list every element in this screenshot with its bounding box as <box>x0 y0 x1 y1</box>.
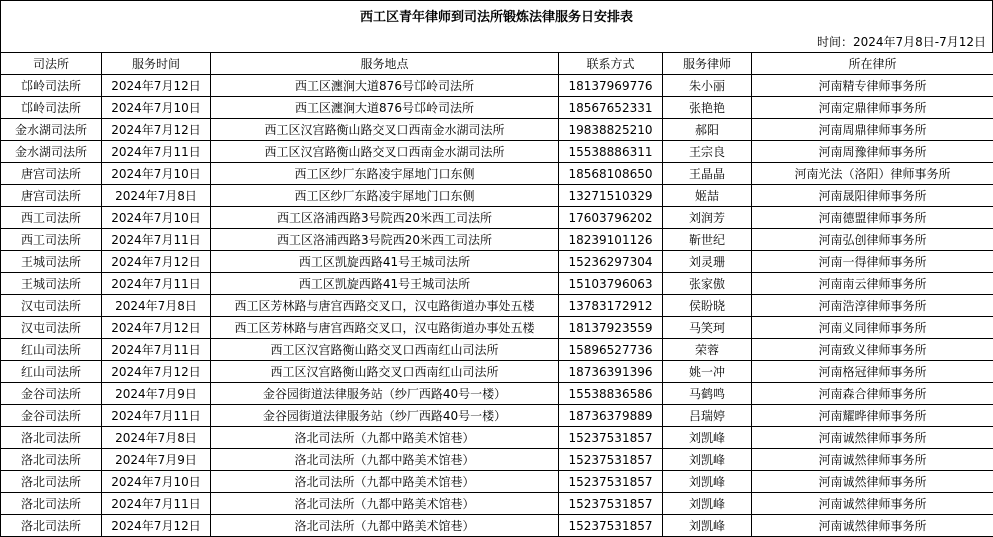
cell-lawyer: 吕瑞婷 <box>663 405 752 427</box>
cell-lawyer: 马鹤鸣 <box>663 383 752 405</box>
cell-service-date: 2024年7月12日 <box>102 361 211 383</box>
cell-contact: 13783172912 <box>559 295 663 317</box>
cell-contact: 13271510329 <box>559 185 663 207</box>
cell-office: 汉屯司法所 <box>1 295 102 317</box>
cell-service-location: 洛北司法所（九都中路美术馆巷） <box>211 427 559 449</box>
table-row <box>1 383 993 405</box>
cell-service-location: 金谷园街道法律服务站（纱厂西路40号一楼） <box>211 383 559 405</box>
cell-lawyer: 刘润芳 <box>663 207 752 229</box>
cell-lawyer: 刘凯峰 <box>663 515 752 537</box>
cell-service-date: 2024年7月10日 <box>102 163 211 185</box>
cell-service-date: 2024年7月10日 <box>102 207 211 229</box>
cell-lawyer: 张艳艳 <box>663 97 752 119</box>
cell-office: 西工司法所 <box>1 229 102 251</box>
cell-service-date: 2024年7月8日 <box>102 427 211 449</box>
cell-service-location: 西工区汉宫路衡山路交叉口西南红山司法所 <box>211 361 559 383</box>
cell-service-date: 2024年7月12日 <box>102 119 211 141</box>
cell-service-date: 2024年7月12日 <box>102 515 211 537</box>
table-body <box>1 75 993 537</box>
cell-service-date: 2024年7月8日 <box>102 185 211 207</box>
cell-service-date: 2024年7月11日 <box>102 405 211 427</box>
table-row <box>1 471 993 493</box>
header-law-firm: 所在律所 <box>752 53 993 75</box>
table-row <box>1 251 993 273</box>
cell-law-firm: 河南诚然律师事务所 <box>752 515 993 537</box>
schedule-table <box>0 52 993 537</box>
cell-office: 红山司法所 <box>1 361 102 383</box>
cell-lawyer: 刘凯峰 <box>663 471 752 493</box>
cell-law-firm: 河南精专律师事务所 <box>752 75 993 97</box>
cell-law-firm: 河南浩淳律师事务所 <box>752 295 993 317</box>
cell-lawyer: 靳世纪 <box>663 229 752 251</box>
table-row <box>1 339 993 361</box>
cell-service-location: 西工区洛浦西路3号院西20米西工司法所 <box>211 229 559 251</box>
cell-service-date: 2024年7月10日 <box>102 97 211 119</box>
cell-contact: 15103796063 <box>559 273 663 295</box>
cell-contact: 15538886311 <box>559 141 663 163</box>
cell-lawyer: 张家傲 <box>663 273 752 295</box>
cell-service-location: 西工区汉宫路衡山路交叉口西南金水湖司法所 <box>211 141 559 163</box>
cell-office: 洛北司法所 <box>1 471 102 493</box>
cell-lawyer: 朱小丽 <box>663 75 752 97</box>
table-row <box>1 163 993 185</box>
cell-office: 洛北司法所 <box>1 427 102 449</box>
cell-office: 王城司法所 <box>1 251 102 273</box>
cell-lawyer: 姚一冲 <box>663 361 752 383</box>
cell-office: 金谷司法所 <box>1 405 102 427</box>
cell-office: 汉屯司法所 <box>1 317 102 339</box>
cell-lawyer: 马笑珂 <box>663 317 752 339</box>
cell-lawyer: 刘灵珊 <box>663 251 752 273</box>
cell-contact: 15236297304 <box>559 251 663 273</box>
cell-contact: 15237531857 <box>559 449 663 471</box>
cell-law-firm: 河南周鼎律师事务所 <box>752 119 993 141</box>
cell-service-location: 西工区芳林路与唐宫西路交叉口，汉屯路街道办事处五楼 <box>211 295 559 317</box>
cell-lawyer: 姬喆 <box>663 185 752 207</box>
cell-contact: 15237531857 <box>559 471 663 493</box>
cell-law-firm: 河南诚然律师事务所 <box>752 493 993 515</box>
table-row <box>1 229 993 251</box>
header-service-location: 服务地点 <box>211 53 559 75</box>
cell-law-firm: 河南弘创律师事务所 <box>752 229 993 251</box>
cell-office: 唐宫司法所 <box>1 163 102 185</box>
cell-contact: 18239101126 <box>559 229 663 251</box>
header-row <box>1 53 993 75</box>
cell-service-location: 洛北司法所（九都中路美术馆巷） <box>211 515 559 537</box>
table-row <box>1 207 993 229</box>
table-row <box>1 119 993 141</box>
cell-contact: 18137969776 <box>559 75 663 97</box>
cell-office: 邙岭司法所 <box>1 75 102 97</box>
cell-contact: 15237531857 <box>559 515 663 537</box>
cell-law-firm: 河南一得律师事务所 <box>752 251 993 273</box>
cell-service-date: 2024年7月8日 <box>102 295 211 317</box>
cell-service-location: 西工区芳林路与唐宫西路交叉口，汉屯路街道办事处五楼 <box>211 317 559 339</box>
table-row <box>1 75 993 97</box>
cell-service-location: 西工区洛浦西路3号院西20米西工司法所 <box>211 207 559 229</box>
cell-lawyer: 刘凯峰 <box>663 493 752 515</box>
table-row <box>1 185 993 207</box>
sheet-title: 西工区青年律师到司法所锻炼法律服务日安排表 <box>0 0 993 30</box>
table-row <box>1 317 993 339</box>
cell-service-location: 西工区瀍涧大道876号邙岭司法所 <box>211 97 559 119</box>
table-row <box>1 361 993 383</box>
table-row <box>1 405 993 427</box>
cell-law-firm: 河南南云律师事务所 <box>752 273 993 295</box>
cell-office: 洛北司法所 <box>1 493 102 515</box>
cell-contact: 15237531857 <box>559 427 663 449</box>
cell-service-location: 西工区汉宫路衡山路交叉口西南金水湖司法所 <box>211 119 559 141</box>
cell-law-firm: 河南义同律师事务所 <box>752 317 993 339</box>
cell-service-location: 西工区瀍涧大道876号邙岭司法所 <box>211 75 559 97</box>
cell-office: 西工司法所 <box>1 207 102 229</box>
cell-service-location: 西工区纱厂东路凌宇犀地门口东侧 <box>211 163 559 185</box>
cell-office: 唐宫司法所 <box>1 185 102 207</box>
header-contact: 联系方式 <box>559 53 663 75</box>
cell-office: 洛北司法所 <box>1 515 102 537</box>
cell-service-location: 西工区汉宫路衡山路交叉口西南红山司法所 <box>211 339 559 361</box>
cell-service-date: 2024年7月11日 <box>102 493 211 515</box>
cell-contact: 18137923559 <box>559 317 663 339</box>
cell-law-firm: 河南晟阳律师事务所 <box>752 185 993 207</box>
cell-lawyer: 王晶晶 <box>663 163 752 185</box>
cell-office: 王城司法所 <box>1 273 102 295</box>
header-office: 司法所 <box>1 53 102 75</box>
cell-office: 金水湖司法所 <box>1 119 102 141</box>
table-row <box>1 449 993 471</box>
cell-service-date: 2024年7月9日 <box>102 449 211 471</box>
cell-service-location: 洛北司法所（九都中路美术馆巷） <box>211 471 559 493</box>
cell-law-firm: 河南诚然律师事务所 <box>752 471 993 493</box>
cell-office: 金谷司法所 <box>1 383 102 405</box>
cell-law-firm: 河南森合律师事务所 <box>752 383 993 405</box>
cell-law-firm: 河南周豫律师事务所 <box>752 141 993 163</box>
time-range-label: 时间：2024年7月8日-7月12日 <box>0 30 993 52</box>
cell-lawyer: 刘凯峰 <box>663 449 752 471</box>
cell-office: 邙岭司法所 <box>1 97 102 119</box>
cell-service-date: 2024年7月12日 <box>102 317 211 339</box>
cell-service-date: 2024年7月9日 <box>102 383 211 405</box>
cell-service-date: 2024年7月10日 <box>102 471 211 493</box>
header-service-date: 服务时间 <box>102 53 211 75</box>
cell-law-firm: 河南德盟律师事务所 <box>752 207 993 229</box>
cell-service-location: 洛北司法所（九都中路美术馆巷） <box>211 493 559 515</box>
table-row <box>1 295 993 317</box>
cell-service-location: 西工区纱厂东路凌宇犀地门口东侧 <box>211 185 559 207</box>
table-row <box>1 515 993 537</box>
cell-lawyer: 侯盼晓 <box>663 295 752 317</box>
cell-lawyer: 郝阳 <box>663 119 752 141</box>
cell-office: 红山司法所 <box>1 339 102 361</box>
cell-law-firm: 河南格冠律师事务所 <box>752 361 993 383</box>
cell-contact: 15237531857 <box>559 493 663 515</box>
cell-contact: 18567652331 <box>559 97 663 119</box>
cell-contact: 17603796202 <box>559 207 663 229</box>
cell-service-date: 2024年7月12日 <box>102 75 211 97</box>
table-row <box>1 427 993 449</box>
cell-service-location: 洛北司法所（九都中路美术馆巷） <box>211 449 559 471</box>
table-row <box>1 97 993 119</box>
cell-law-firm: 河南定鼎律师事务所 <box>752 97 993 119</box>
cell-office: 金水湖司法所 <box>1 141 102 163</box>
cell-service-location: 西工区凯旋西路41号王城司法所 <box>211 273 559 295</box>
table-row <box>1 273 993 295</box>
cell-contact: 15896527736 <box>559 339 663 361</box>
cell-contact: 18736391396 <box>559 361 663 383</box>
cell-service-date: 2024年7月11日 <box>102 273 211 295</box>
cell-law-firm: 河南诚然律师事务所 <box>752 449 993 471</box>
cell-law-firm: 河南光法（洛阳）律师事务所 <box>752 163 993 185</box>
table-row <box>1 141 993 163</box>
cell-law-firm: 河南致义律师事务所 <box>752 339 993 361</box>
cell-service-date: 2024年7月11日 <box>102 141 211 163</box>
table-row <box>1 493 993 515</box>
cell-service-location: 金谷园街道法律服务站（纱厂西路40号一楼） <box>211 405 559 427</box>
cell-contact: 18568108650 <box>559 163 663 185</box>
header-lawyer: 服务律师 <box>663 53 752 75</box>
cell-lawyer: 王宗良 <box>663 141 752 163</box>
cell-law-firm: 河南耀晔律师事务所 <box>752 405 993 427</box>
cell-service-date: 2024年7月11日 <box>102 229 211 251</box>
cell-lawyer: 荣蓉 <box>663 339 752 361</box>
cell-service-date: 2024年7月12日 <box>102 251 211 273</box>
cell-contact: 19838825210 <box>559 119 663 141</box>
cell-service-location: 西工区凯旋西路41号王城司法所 <box>211 251 559 273</box>
cell-service-date: 2024年7月11日 <box>102 339 211 361</box>
cell-lawyer: 刘凯峰 <box>663 427 752 449</box>
cell-contact: 15538836586 <box>559 383 663 405</box>
cell-law-firm: 河南诚然律师事务所 <box>752 427 993 449</box>
cell-contact: 18736379889 <box>559 405 663 427</box>
cell-office: 洛北司法所 <box>1 449 102 471</box>
